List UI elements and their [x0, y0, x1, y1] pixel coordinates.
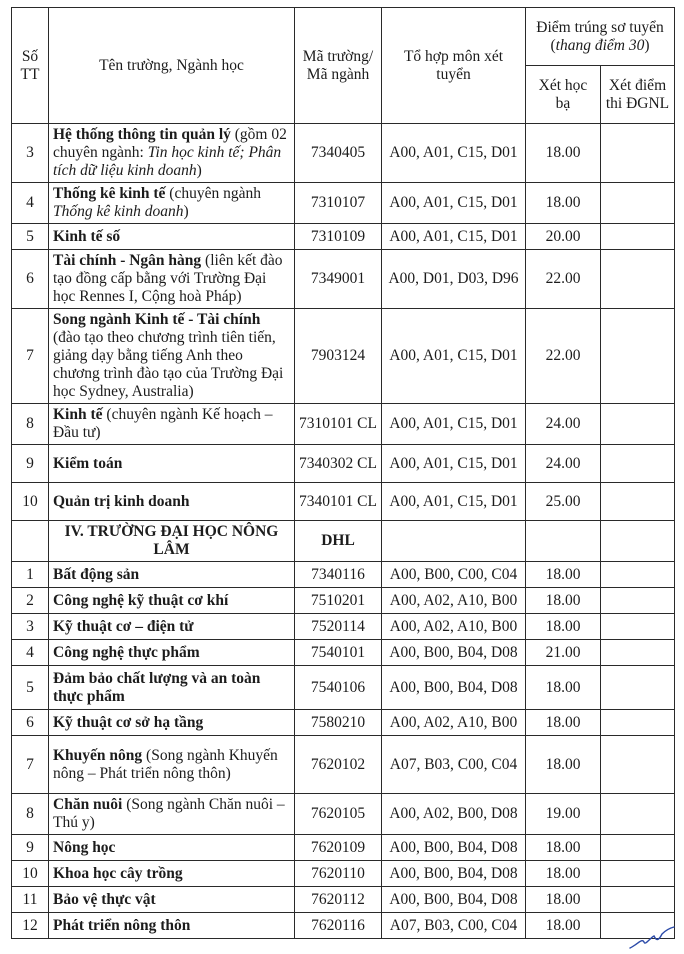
cell-name: [49, 483, 295, 521]
cell-stt: 6: [12, 710, 49, 736]
cell-score-hocba: 18.00: [526, 861, 601, 887]
cell-code: 7340116: [295, 562, 382, 588]
cell-name-bold: Kinh tế số: [53, 227, 121, 245]
cell-score-hocba: 18.00: [526, 562, 601, 588]
table-row: [12, 710, 675, 736]
header-row-top: [12, 8, 675, 66]
cell-stt: 4: [12, 640, 49, 666]
cell-score-dgnl: [601, 861, 675, 887]
cell-combo: A00, A01, C15, D01: [382, 183, 526, 224]
cell-name: [49, 250, 295, 309]
cell-code: 7620109: [295, 835, 382, 861]
cell-name-bold: Bảo vệ thực vật: [53, 890, 156, 908]
cell-score-dgnl: [601, 224, 675, 250]
cell-stt: 9: [12, 835, 49, 861]
cell-name: [49, 309, 295, 404]
cell-score-dgnl: [601, 666, 675, 710]
table-row: [12, 562, 675, 588]
cell-stt: 3: [12, 124, 49, 183]
cell-combo: A00, B00, B04, D08: [382, 835, 526, 861]
cell-combo: A00, A01, C15, D01: [382, 224, 526, 250]
header-stt: Số TT: [12, 8, 49, 124]
cell-name-bold: Kỹ thuật cơ sở hạ tầng: [53, 713, 204, 731]
cell-stt: 12: [12, 913, 49, 939]
cell-stt: 8: [12, 404, 49, 445]
cell-name-bold: Khoa học cây trồng: [53, 864, 183, 882]
table-row: [12, 445, 675, 483]
cell-stt: 4: [12, 183, 49, 224]
cell-name: [49, 913, 295, 939]
cell-score-dgnl: [601, 183, 675, 224]
cell-stt: 8: [12, 794, 49, 835]
cell-name-bold: Hệ thống thông tin quản lý: [53, 126, 231, 143]
cell-code: 7903124: [295, 309, 382, 404]
cell-stt: 3: [12, 614, 49, 640]
header-score-dgnl: Xét điểm thi ĐGNL: [601, 66, 675, 124]
cell-code: 7520114: [295, 614, 382, 640]
cell-score-dgnl: [601, 736, 675, 794]
table-row: [12, 640, 675, 666]
cell-score-dgnl: [601, 562, 675, 588]
cell-name-rest: (Song ngành Chăn nuôi – Thú y): [53, 796, 285, 831]
cell-score-dgnl: [601, 835, 675, 861]
signature-mark: [628, 926, 676, 952]
cell-combo: [382, 521, 526, 562]
cell-code: 7620112: [295, 887, 382, 913]
cell-score-hocba: 22.00: [526, 309, 601, 404]
cell-name-bold: Nông học: [53, 838, 116, 856]
cell-score-dgnl: [601, 887, 675, 913]
section-row: [12, 521, 675, 562]
cell-score-hocba: 24.00: [526, 404, 601, 445]
table-row: [12, 483, 675, 521]
cell-score-hocba: 18.00: [526, 124, 601, 183]
cell-name-bold: Tài chính - Ngân hàng: [53, 252, 202, 269]
cell-name-end: ): [183, 203, 189, 220]
table-row: [12, 794, 675, 835]
cell-combo: A00, A01, C15, D01: [382, 124, 526, 183]
cell-name-bold: Bất động sản: [53, 565, 140, 583]
cell-combo: A00, B00, B04, D08: [382, 640, 526, 666]
cell-score-dgnl: [601, 710, 675, 736]
cell-stt: 11: [12, 887, 49, 913]
cell-name-bold: Đảm bảo chất lượng và an toàn thực phẩm: [53, 669, 261, 705]
cell-score-hocba: 21.00: [526, 640, 601, 666]
cell-code: 7620102: [295, 736, 382, 794]
cell-name: [49, 588, 295, 614]
cell-stt: 7: [12, 736, 49, 794]
table-row: [12, 614, 675, 640]
cell-code: 7349001: [295, 250, 382, 309]
cell-name: [49, 710, 295, 736]
cell-name: [49, 404, 295, 445]
header-score-group-pre: Điểm trúng sơ tuyển (: [536, 18, 664, 54]
cell-combo: A00, B00, C00, C04: [382, 562, 526, 588]
cell-score-dgnl: [601, 124, 675, 183]
cell-name-rest: (Song ngành Khuyến nông – Phát triển nông thôn): [53, 746, 278, 782]
cell-score-hocba: 18.00: [526, 183, 601, 224]
table-row: [12, 887, 675, 913]
cell-combo: A00, B00, B04, D08: [382, 887, 526, 913]
cell-stt: 10: [12, 483, 49, 521]
cell-name: [49, 445, 295, 483]
cell-score-dgnl: [601, 588, 675, 614]
cell-score-dgnl: [601, 250, 675, 309]
table-row: [12, 309, 675, 404]
cell-score-dgnl: [601, 614, 675, 640]
cell-name-bold: Quản trị kinh doanh: [53, 492, 190, 510]
header-name: Tên trường, Ngành học: [49, 8, 295, 124]
cell-stt: 2: [12, 588, 49, 614]
cell-stt: 5: [12, 224, 49, 250]
cell-score-dgnl: [601, 483, 675, 521]
cell-name-bold: Song ngành Kinh tế - Tài chính: [53, 311, 261, 328]
cell-score-dgnl: [601, 521, 675, 562]
cell-code: 7510201: [295, 588, 382, 614]
cell-score-hocba: 19.00: [526, 794, 601, 835]
cell-score-hocba: 18.00: [526, 666, 601, 710]
table-row: [12, 835, 675, 861]
cell-code: 7340101 CL: [295, 483, 382, 521]
cell-score-dgnl: [601, 794, 675, 835]
section-title: IV. TRƯỜNG ĐẠI HỌC NÔNG LÂM: [49, 521, 295, 562]
cell-name-bold: Công nghệ kỹ thuật cơ khí: [53, 591, 229, 609]
cell-name: [49, 861, 295, 887]
cell-name-end: ): [196, 162, 202, 179]
cell-name: [49, 640, 295, 666]
cell-stt: 1: [12, 562, 49, 588]
section-code: DHL: [295, 521, 382, 562]
cell-name-rest: (liên kết đào tạo đồng cấp bằng với Trường Đại học Rennes I, Cộng hoà Pháp): [53, 252, 283, 305]
cell-code: 7620116: [295, 913, 382, 939]
cell-name: [49, 562, 295, 588]
header-combo: Tổ hợp môn xét tuyển: [382, 8, 526, 124]
cell-name-bold: Chăn nuôi: [53, 796, 123, 813]
cell-name-rest: (gồm 02 chuyên ngành:: [53, 126, 287, 161]
cell-combo: A00, A02, A10, B00: [382, 614, 526, 640]
cell-name: [49, 614, 295, 640]
header-score-group-italic: thang điểm 30: [555, 36, 645, 54]
cell-code: 7620110: [295, 861, 382, 887]
cell-stt: 6: [12, 250, 49, 309]
cell-code: 7620105: [295, 794, 382, 835]
cell-stt: 7: [12, 309, 49, 404]
cell-score-dgnl: [601, 445, 675, 483]
cell-combo: A00, D01, D03, D96: [382, 250, 526, 309]
cell-score-hocba: 24.00: [526, 445, 601, 483]
cell-score-hocba: 18.00: [526, 835, 601, 861]
table-row: [12, 666, 675, 710]
cell-score-hocba: 18.00: [526, 913, 601, 939]
cell-stt: 5: [12, 666, 49, 710]
cell-score-hocba: 22.00: [526, 250, 601, 309]
cell-combo: A00, A01, C15, D01: [382, 483, 526, 521]
cell-name: [49, 224, 295, 250]
cell-name: [49, 736, 295, 794]
cell-combo: A07, B03, C00, C04: [382, 913, 526, 939]
header-score-group-post: ): [644, 36, 650, 54]
cell-name: [49, 666, 295, 710]
cell-code: 7540101: [295, 640, 382, 666]
cell-name: [49, 835, 295, 861]
cell-name-bold: Thống kê kinh tế: [53, 185, 166, 202]
cell-name-bold: Khuyến nông: [53, 746, 143, 764]
cell-score-hocba: [526, 521, 601, 562]
cell-stt: 9: [12, 445, 49, 483]
cell-score-dgnl: [601, 404, 675, 445]
table-row: [12, 588, 675, 614]
table-row: [12, 250, 675, 309]
cell-code: 7310107: [295, 183, 382, 224]
cell-code: 7310101 CL: [295, 404, 382, 445]
table-row: [12, 183, 675, 224]
cell-score-hocba: 18.00: [526, 614, 601, 640]
cell-combo: A00, A02, A10, B00: [382, 710, 526, 736]
cell-score-hocba: 18.00: [526, 588, 601, 614]
cell-score-dgnl: [601, 640, 675, 666]
cell-name-bold: Phát triển nông thôn: [53, 916, 191, 934]
table-row: [12, 736, 675, 794]
cell-code: 7540106: [295, 666, 382, 710]
cell-code: 7310109: [295, 224, 382, 250]
cell-name-bold: Kinh tế: [53, 406, 103, 423]
cell-name-bold: Kiểm toán: [53, 454, 123, 472]
cell-stt: 10: [12, 861, 49, 887]
cell-score-hocba: 18.00: [526, 736, 601, 794]
cell-combo: A00, A02, B00, D08: [382, 794, 526, 835]
cell-name-rest: (chuyên ngành: [165, 185, 261, 202]
cell-combo: A00, B00, B04, D08: [382, 666, 526, 710]
cell-name-italic: Tin học kinh tế; Phân tích dữ liệu kinh doanh: [53, 144, 282, 179]
table-row: [12, 404, 675, 445]
cell-name-italic: Thống kê kinh doanh: [53, 203, 184, 220]
cell-name-bold: Kỹ thuật cơ – điện tử: [53, 617, 194, 635]
cell-score-hocba: 20.00: [526, 224, 601, 250]
admissions-table: [11, 7, 675, 939]
cell-name-rest: (chuyên ngành Kế hoạch – Đầu tư): [53, 406, 273, 441]
cell-combo: A00, A02, A10, B00: [382, 588, 526, 614]
header-code: Mã trường/ Mã ngành: [295, 8, 382, 124]
cell-name-bold: Công nghệ thực phẩm: [53, 643, 200, 661]
cell-combo: A07, B03, C00, C04: [382, 736, 526, 794]
cell-score-hocba: 18.00: [526, 887, 601, 913]
cell-combo: A00, A01, C15, D01: [382, 404, 526, 445]
cell-name-rest: (đào tạo theo chương trình tiên tiến, giảng dạy bằng tiếng Anh theo chương trình đào tạo của Trường Đại học Sydney, Australia): [53, 329, 284, 400]
cell-score-hocba: 25.00: [526, 483, 601, 521]
header-score-hocba: Xét học bạ: [526, 66, 601, 124]
cell-name: [49, 794, 295, 835]
table-row: [12, 913, 675, 939]
header-score-group: [526, 8, 675, 66]
cell-combo: A00, B00, B04, D08: [382, 861, 526, 887]
table-row: [12, 124, 675, 183]
cell-combo: A00, A01, C15, D01: [382, 445, 526, 483]
cell-score-hocba: 18.00: [526, 710, 601, 736]
cell-name: [49, 124, 295, 183]
cell-score-dgnl: [601, 309, 675, 404]
cell-code: 7580210: [295, 710, 382, 736]
cell-combo: A00, A01, C15, D01: [382, 309, 526, 404]
cell-code: 7340405: [295, 124, 382, 183]
cell-stt: [12, 521, 49, 562]
cell-name: [49, 887, 295, 913]
table-row: [12, 224, 675, 250]
cell-name: [49, 183, 295, 224]
table-row: [12, 861, 675, 887]
cell-code: 7340302 CL: [295, 445, 382, 483]
